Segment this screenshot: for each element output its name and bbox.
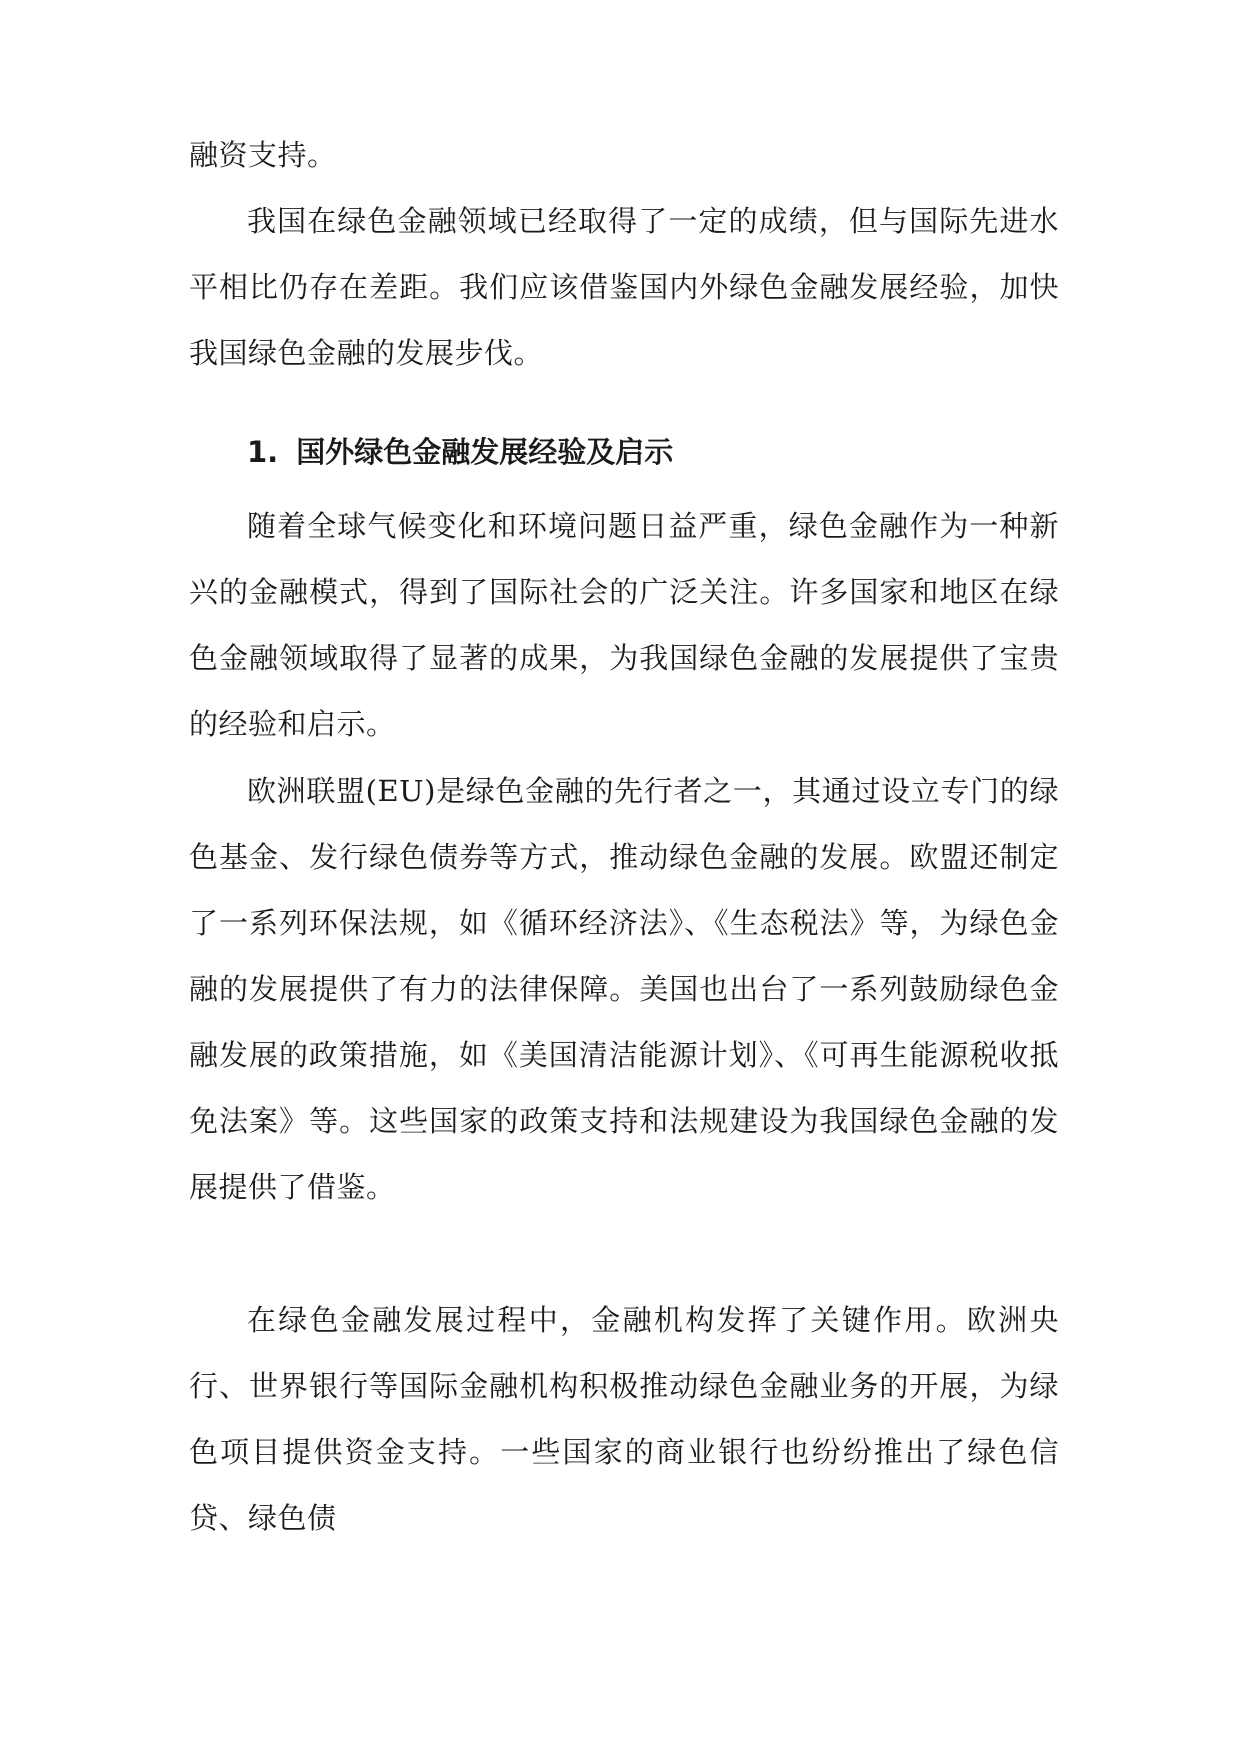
paragraph-intro-summary: 我国在绿色金融领域已经取得了一定的成绩，但与国际先进水平相比仍存在差距。我们应该借鉴国内外绿色金融发展经验，加快我国绿色金融的发展步伐。: [189, 204, 1059, 370]
section-heading-title: 国外绿色金融发展经验及启示: [296, 435, 674, 469]
paragraph-global-context: 随着全球气候变化和环境问题日益严重，绿色金融作为一种新兴的金融模式，得到了国际社会的广泛关注。许多国家和地区在绿色金融领域取得了显著的成果，为我国绿色金融的发展提供了宝贵的经验和启示。: [189, 509, 1059, 741]
paragraph-financial-institutions: 在绿色金融发展过程中，金融机构发挥了关键作用。欧洲央行、世界银行等国际金融机构积极推动绿色金融业务的开展，为绿色项目提供资金支持。一些国家的商业银行也纷纷推出了绿色信贷、绿色债: [189, 1303, 1059, 1535]
paragraph-eu-us-policies: 欧洲联盟(EU)是绿色金融的先行者之一，其通过设立专门的绿色基金、发行绿色债券等方式，推动绿色金融的发展。欧盟还制定了一系列环保法规，如《循环经济法》、《生态税法》等，为绿色金融的发展提供了有力的法律保障。美国也出台了一系列鼓励绿色金融发展的政策措施，如《美国清洁能源计划》、《可再生能源税收抵免法案》等。这些国家的政策支持和法规建设为我国绿色金融的发展提供了借鉴。: [189, 774, 1059, 1204]
paragraph-continuation: 融资支持。: [189, 138, 337, 172]
section-heading: [247, 432, 673, 472]
section-heading-number: 1.: [247, 435, 279, 469]
